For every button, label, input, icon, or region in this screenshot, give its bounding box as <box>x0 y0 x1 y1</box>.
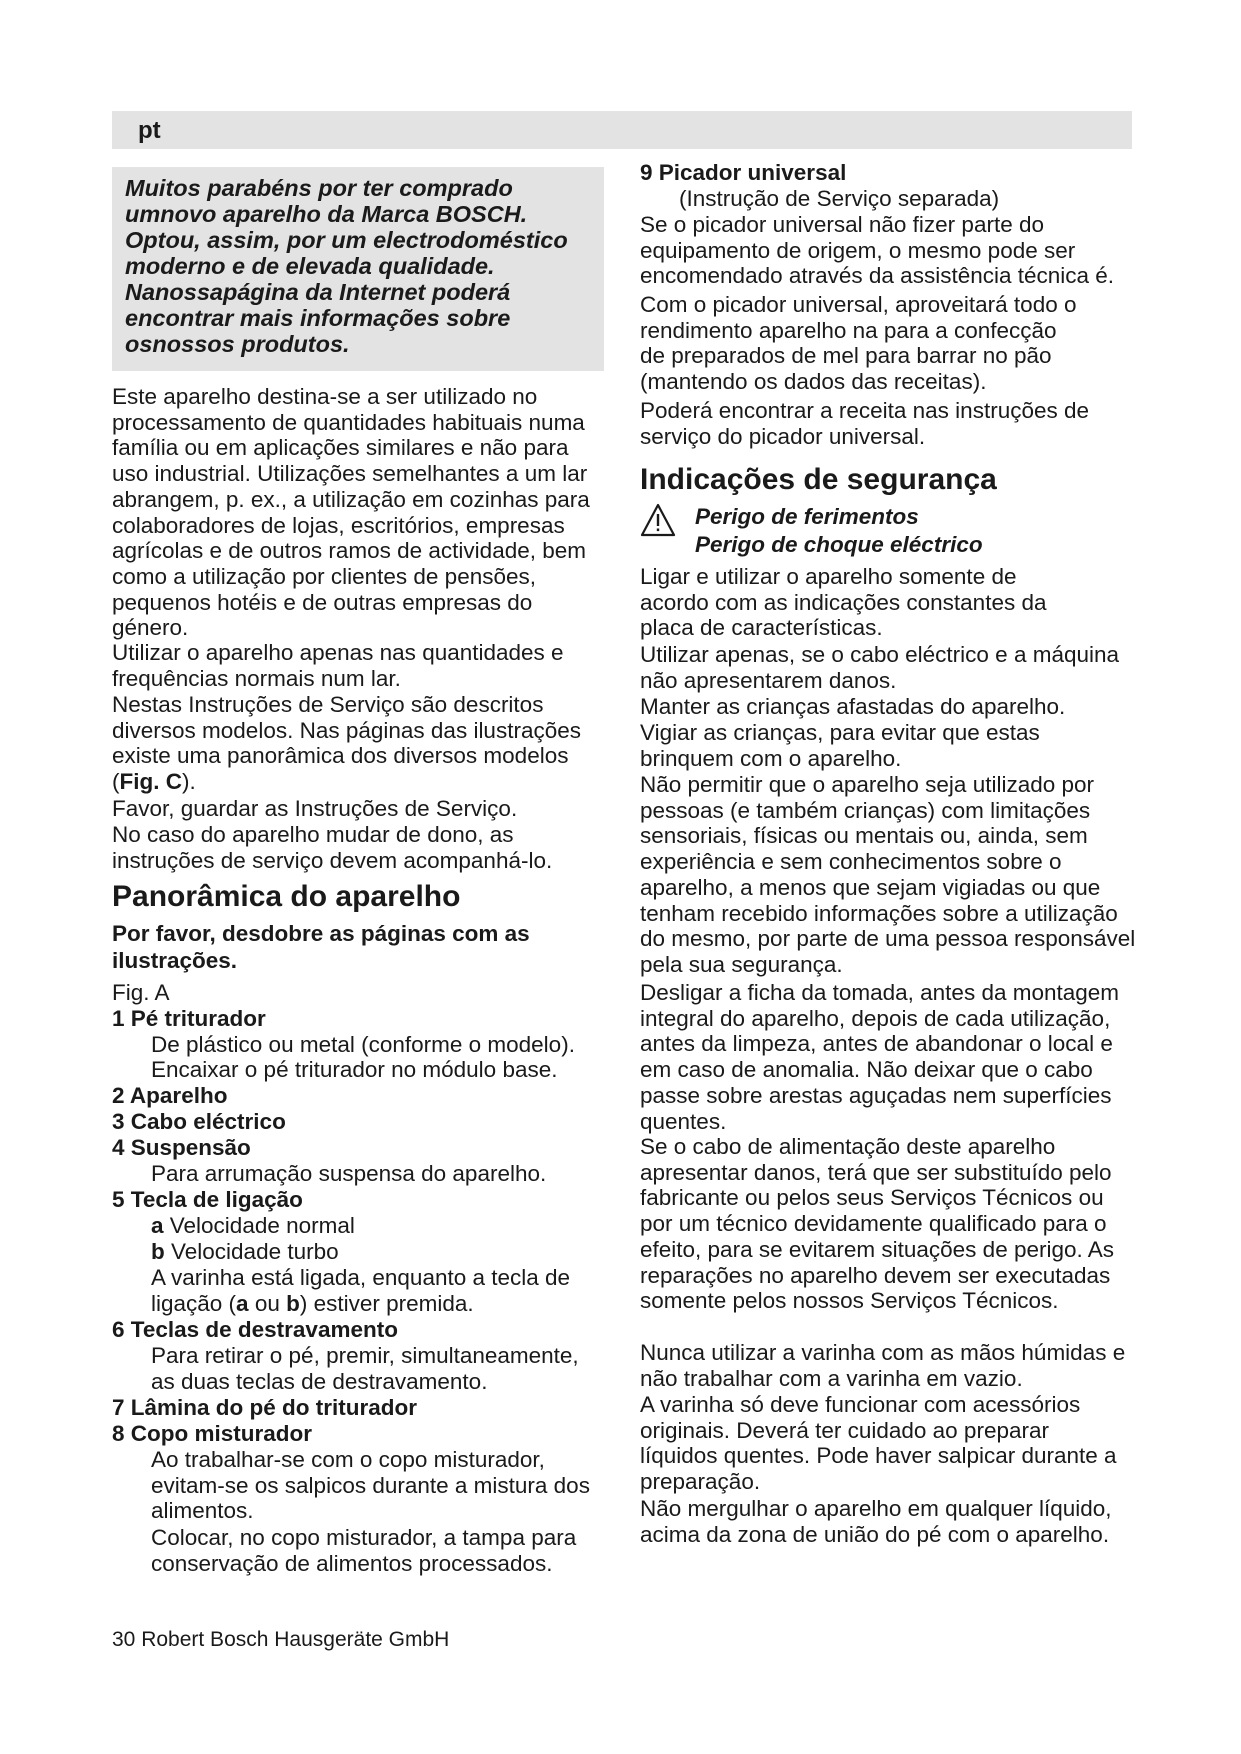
safety-2: Utilizar apenas, se o cabo eléctrico e a máquina não apresentarem danos. <box>640 642 1120 693</box>
quantity-paragraph: Utilizar o aparelho apenas nas quantidades e frequências normais num lar. <box>112 640 564 691</box>
keep-paragraph: Favor, guardar as Instruções de Serviço. <box>112 796 518 821</box>
safety-4: Vigiar as crianças, para evitar que estas brinquem com o aparelho. <box>640 720 1040 771</box>
fig-c-ref: Fig. C <box>119 769 182 795</box>
safety-9: A varinha só deve funcionar com acessórios originais. Deverá ter cuidado ao preparar líquidos quentes. Pode haver salpicar durante a preparação. <box>640 1392 1117 1495</box>
safety-heading: Indicações de segurança <box>640 463 997 496</box>
fig-a-label: Fig. A <box>112 980 170 1005</box>
safety-10: Não mergulhar o aparelho em qualquer líquido, acima da zona de união do pé com o aparelho. <box>640 1496 1112 1547</box>
item-6-title: 6 Teclas de destravamento <box>112 1317 398 1342</box>
warning-triangle-icon <box>640 503 676 537</box>
owner-paragraph: No caso do aparelho mudar de dono, as instruções de serviço devem acompanhá-lo. <box>112 822 553 873</box>
item-1-desc-1: De plástico ou metal (conforme o modelo). <box>151 1032 575 1057</box>
models-paragraph: Nestas Instruções de Serviço são descritos diversos modelos. Nas páginas das ilustrações existe uma panorâmica dos diversos modelos (Fig. C). <box>112 692 581 795</box>
language-code: pt <box>138 117 161 144</box>
item-4-desc: Para arrumação suspensa do aparelho. <box>151 1161 547 1186</box>
item-9-para-3: Poderá encontrar a receita nas instruções de serviço do picador universal. <box>640 398 1090 449</box>
item-5-speed-a: a Velocidade normal <box>151 1213 355 1238</box>
safety-7: Se o cabo de alimentação deste aparelho apresentar danos, terá que ser substituído pelo fabricante ou pelos seus Serviços Técnicos ou por um técnico devidamente qualificado para o efeito, para se evitarem situações de perigo. As reparações no aparelho devem ser executadas somente pelos nossos Serviços Técnicos. <box>640 1134 1115 1314</box>
safety-8: Nunca utilizar a varinha com as mãos húmidas e não trabalhar com a varinha em vazio. <box>640 1340 1126 1391</box>
safety-3: Manter as crianças afastadas do aparelho. <box>640 694 1066 719</box>
overview-heading: Panorâmica do aparelho <box>112 880 461 913</box>
item-1-desc-2: Encaixar o pé triturador no módulo base. <box>151 1057 558 1082</box>
item-1-title: 1 Pé triturador <box>112 1006 266 1031</box>
item-4-title: 4 Suspensão <box>112 1135 251 1160</box>
item-7-title: 7 Lâmina do pé do triturador <box>112 1395 418 1420</box>
warning-block <box>640 503 1136 561</box>
item-5-desc: A varinha está ligada, enquanto a tecla de ligação (a ou b) estiver premida. <box>151 1265 571 1316</box>
item-5-speed-b: b Velocidade turbo <box>151 1239 339 1264</box>
safety-5: Não permitir que o aparelho seja utilizado por pessoas (e também crianças) com limitações sensoriais, físicas ou mentais ou, ainda, sem experiência e sem conhecimentos sobre o aparelho, a menos que sejam vigiadas ou que tenham recebido informações sobre a utilização do mesmo, por parte de uma pessoa responsável pela sua segurança. <box>640 772 1136 977</box>
item-9-note: (Instrução de Serviço separada) <box>679 186 1000 211</box>
item-6-desc: Para retirar o pé, premir, simultaneamente, as duas teclas de destravamento. <box>151 1343 579 1394</box>
page-footer: 30 Robert Bosch Hausgeräte GmbH <box>112 1628 450 1651</box>
item-9-title: 9 Picador universal <box>640 160 847 185</box>
item-8-title: 8 Copo misturador <box>112 1421 313 1446</box>
intro-text: Muitos parabéns por ter comprado umnovo aparelho da Marca BOSCH. Optou, assim, por um electrodoméstico moderno e de elevada qualidade. Nanossapágina da Internet poderá encontrar mais informações sobre osnossos produtos. <box>125 175 568 357</box>
intro-box <box>112 167 604 371</box>
item-9-para-2: Com o picador universal, aproveitará todo o rendimento aparelho na para a confecção de preparados de mel para barrar no pão (mantendo os dados das receitas). <box>640 292 1077 395</box>
item-3-title: 3 Cabo eléctrico <box>112 1109 286 1134</box>
item-8-desc-1: Ao trabalhar-se com o copo misturador, evitam-se os salpicos durante a mistura dos alimentos. <box>151 1447 590 1524</box>
warning-injury: Perigo de ferimentos <box>695 504 919 529</box>
unfold-note: Por favor, desdobre as páginas com as ilustrações. <box>112 921 530 973</box>
usage-paragraph: Este aparelho destina-se a ser utilizado no processamento de quantidades habituais numa família ou em aplicações similares e não para uso industrial. Utilizações semelhantes a um lar abrangem, p. ex., a utilização em cozinhas para colaboradores de lojas, escritórios, empresas agrícolas e de outros ramos de actividade, bem como a utilização por clientes de pensões, pequenos hotéis e de outras empresas do género. <box>112 384 590 641</box>
language-bar <box>112 111 1132 149</box>
warning-shock: Perigo de choque eléctrico <box>695 532 983 557</box>
item-9-para-1: Se o picador universal não fizer parte do equipamento de origem, o mesmo pode ser encomendado através da assistência técnica é. <box>640 212 1115 289</box>
item-2-title: 2 Aparelho <box>112 1083 228 1108</box>
item-5-title: 5 Tecla de ligação <box>112 1187 303 1212</box>
safety-6: Desligar a ficha da tomada, antes da montagem integral do aparelho, depois de cada utilização, antes da limpeza, antes de abandonar o local e em caso de anomalia. Não deixar que o cabo passe sobre arestas aguçadas nem superfícies quentes. <box>640 980 1120 1134</box>
safety-1: Ligar e utilizar o aparelho somente de acordo com as indicações constantes da placa de características. <box>640 564 1047 641</box>
item-8-desc-2: Colocar, no copo misturador, a tampa para conservação de alimentos processados. <box>151 1525 577 1576</box>
